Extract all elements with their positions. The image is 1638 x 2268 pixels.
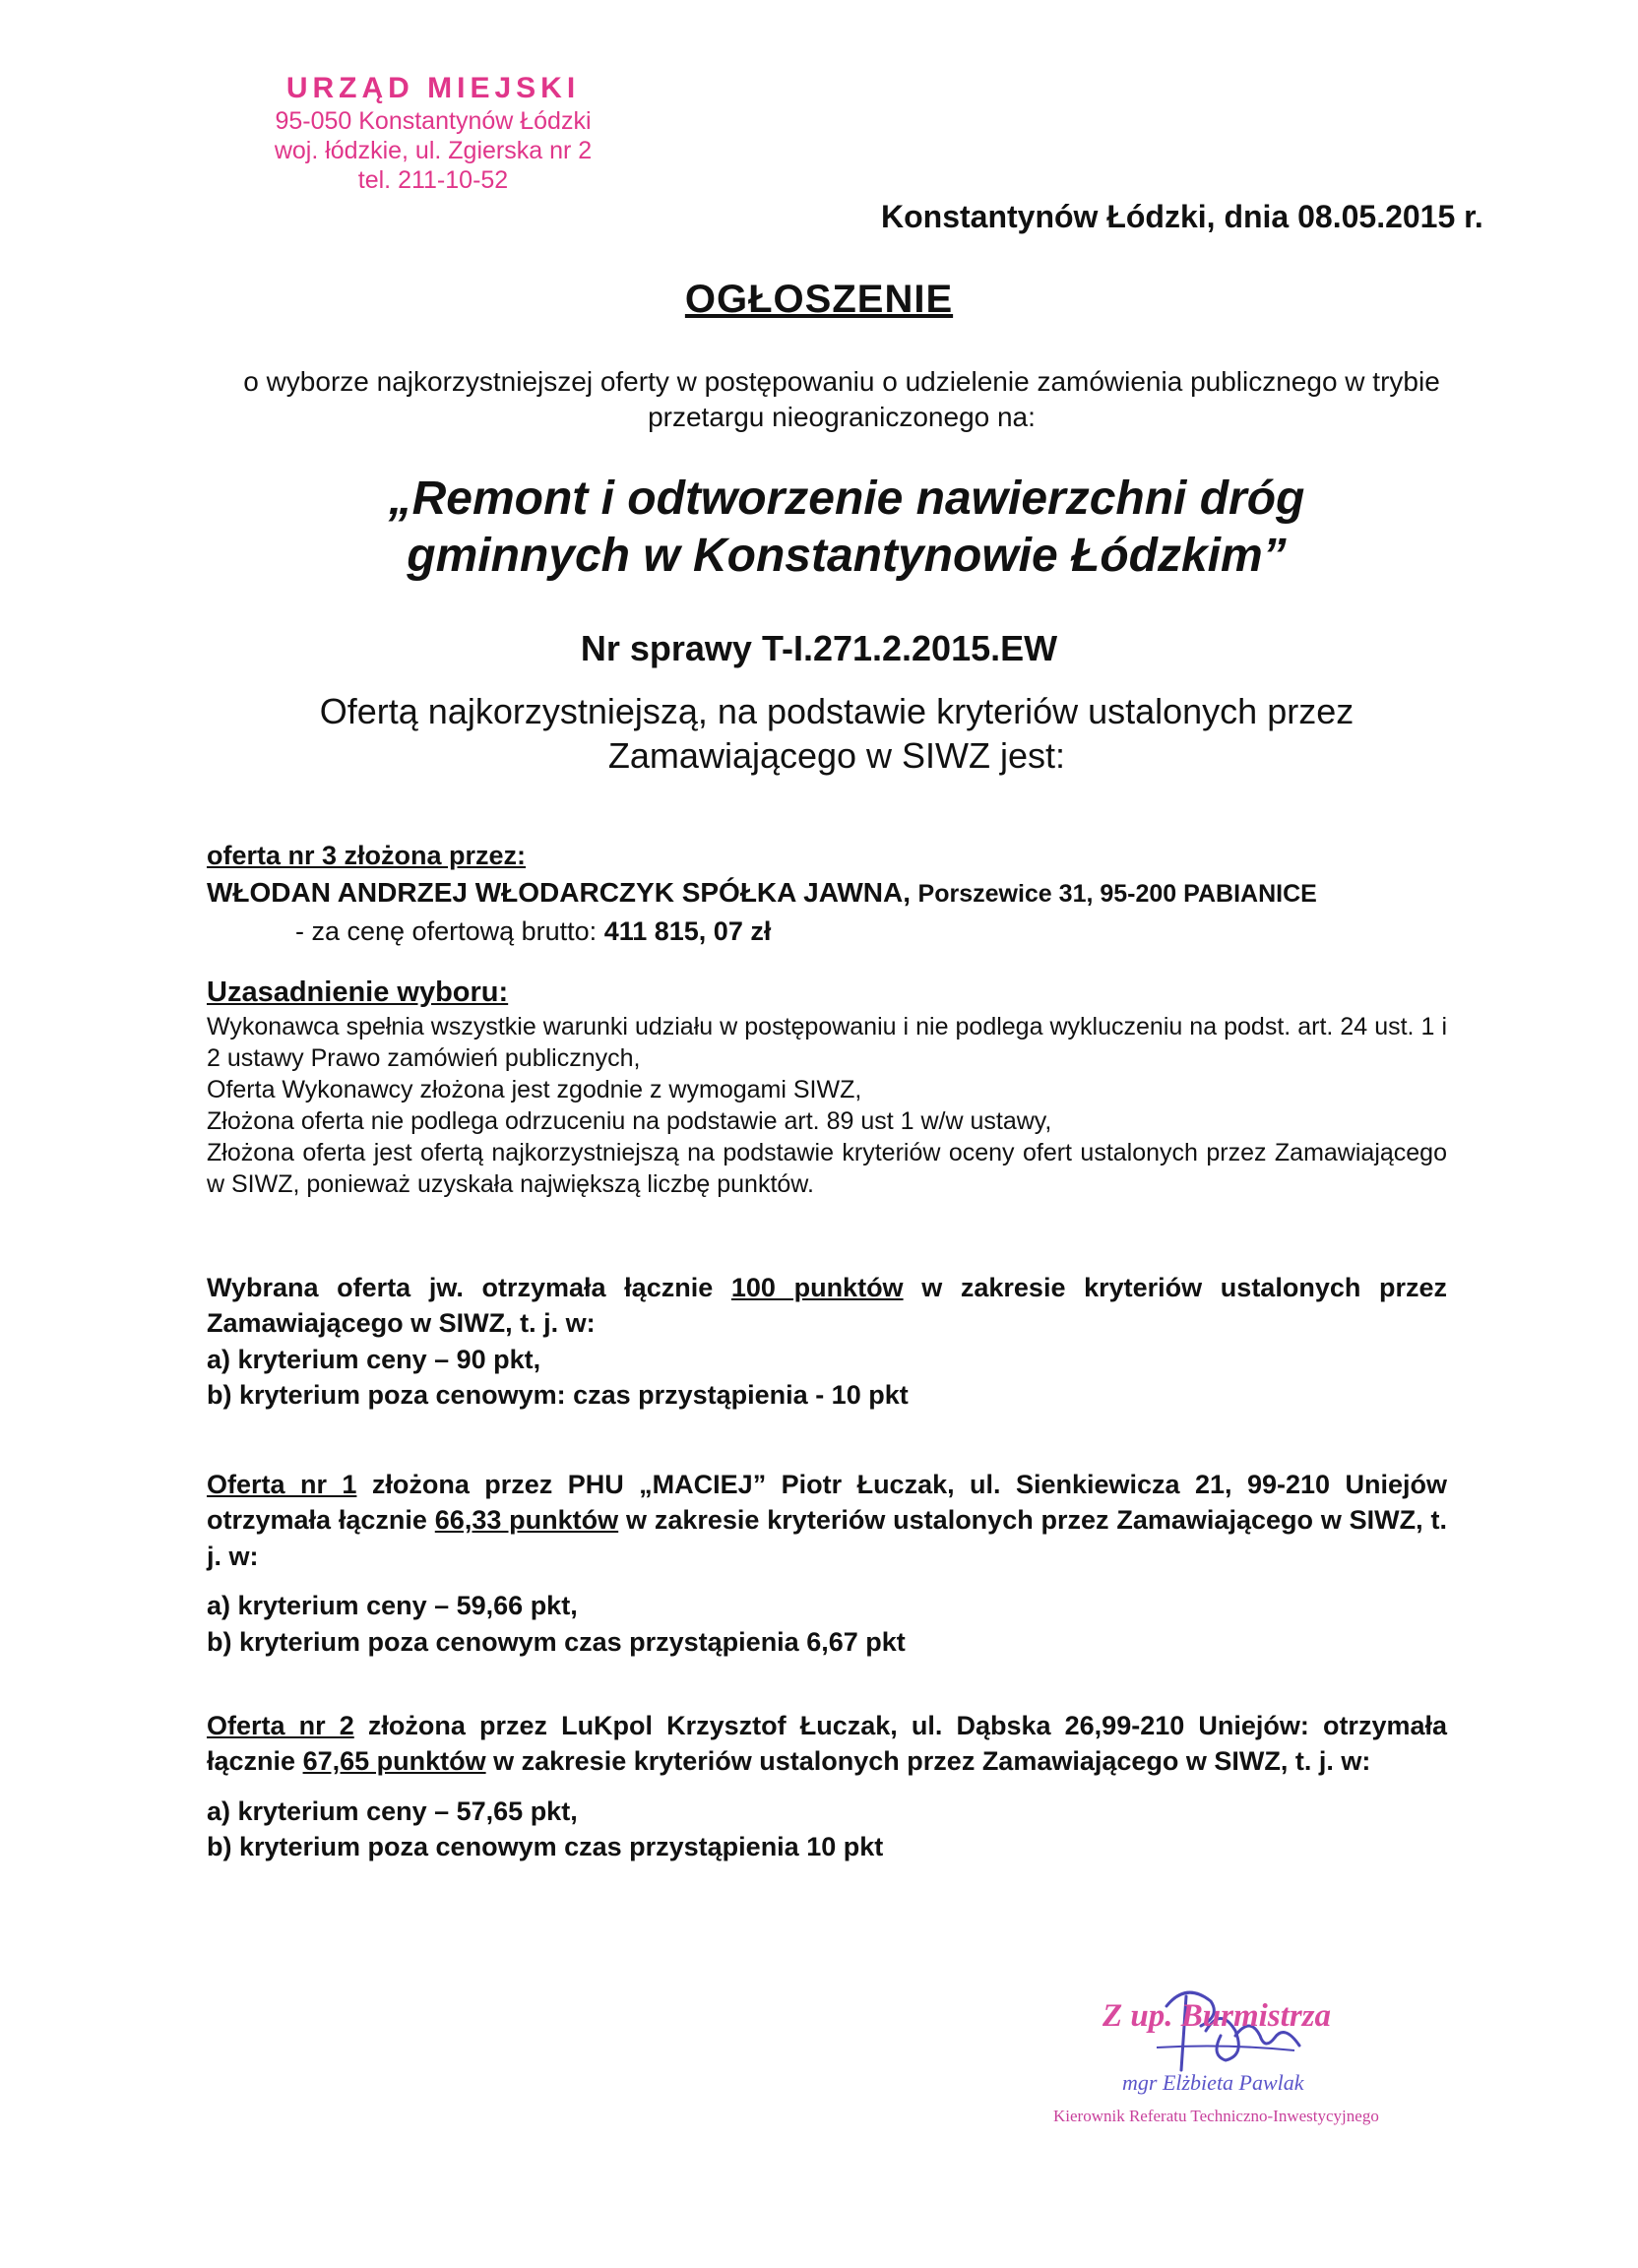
- justification-line-2: Oferta Wykonawcy złożona jest zgodnie z wymogami SIWZ,: [207, 1076, 862, 1104]
- offer-1-points: 66,33 punktów: [434, 1505, 619, 1536]
- justification-line-3: Złożona oferta nie podlega odrzuceniu na podstawie art. 89 ust 1 w/w ustawy,: [207, 1107, 1052, 1136]
- selected-offer-company-line: [207, 875, 1447, 911]
- chosen-offer-scores: [207, 1270, 1447, 1414]
- selected-offer-company: WŁODAN ANDRZEJ WŁODARCZYK SPÓŁKA JAWNA,: [207, 877, 912, 909]
- price-value: 411 815, 07 zł: [603, 916, 772, 947]
- justification: [207, 975, 1447, 1200]
- offer-1-scores: [207, 1467, 1447, 1660]
- stamp-address-line-1: 95-050 Konstantynów Łódzki: [275, 107, 592, 135]
- offer-1-criterion-b: b) kryterium poza cenowym czas przystąpienia 6,67 pkt: [207, 1626, 906, 1657]
- stamp-address-line-2: woj. łódzkie, ul. Zgierska nr 2: [274, 137, 593, 164]
- chosen-offer-summary: [207, 1270, 1447, 1342]
- selected-offer: [207, 839, 1447, 950]
- result-intro: Ofertą najkorzystniejszą, na podstawie kryteriów ustalonych przez Zamawiającego w SIWZ jest:: [319, 691, 1354, 776]
- offer-2-ref: Oferta nr 2: [207, 1711, 354, 1740]
- selected-offer-price-line: [207, 914, 1447, 949]
- office-stamp: [251, 71, 615, 195]
- offer-1-summary: [207, 1467, 1447, 1574]
- page-title: OGŁOSZENIE: [684, 278, 954, 321]
- justification-line-4: Złożona oferta jest ofertą najkorzystniejszą na podstawie kryteriów oceny ofert ustalonych przez Zamawiającego w SIWZ, ponieważ uzyskała największą liczbę punktów.: [207, 1139, 1447, 1199]
- offer-2-summary: [207, 1708, 1447, 1780]
- signature-name: mgr Elżbieta Pawlak: [1122, 2070, 1304, 2095]
- offer-1-ref: Oferta nr 1: [207, 1470, 357, 1499]
- chosen-criterion-b: b) kryterium poza cenowym: czas przystąpienia - 10 pkt: [207, 1380, 909, 1411]
- justification-line-1: Wykonawca spełnia wszystkie warunki udziału w postępowaniu i nie podlega wykluczeniu na podst. art. 24 ust. 1 i 2 ustawy Prawo zamówień publicznych,: [207, 1013, 1447, 1073]
- offer-2-criterion-b: b) kryterium poza cenowym czas przystąpienia 10 pkt: [207, 1832, 884, 1862]
- selected-offer-heading: oferta nr 3 złożona przez:: [207, 841, 527, 870]
- chosen-post: w zakresie kryteriów ustalonych przez Zamawiającego w SIWZ, t. j. w:: [207, 1273, 1447, 1339]
- offer-1-pre: złożona przez PHU „MACIEJ” Piotr Łuczak, ul. Sienkiewicza 21, 99-210 Uniejów otrzymała łącznie: [207, 1470, 1447, 1536]
- offer-2-criterion-a: a) kryterium ceny – 57,65 pkt,: [207, 1796, 578, 1826]
- offer-2-scores: [207, 1708, 1447, 1865]
- offer-2-post: w zakresie kryteriów ustalonych przez Zamawiającego w SIWZ, t. j. w:: [493, 1746, 1371, 1777]
- chosen-criterion-a: a) kryterium ceny – 90 pkt,: [207, 1344, 541, 1374]
- offer-2-points: 67,65 punktów: [302, 1746, 486, 1777]
- date-line: Konstantynów Łódzki, dnia 08.05.2015 r.: [881, 199, 1483, 234]
- signature-position: Kierownik Referatu Techniczno-Inwestycyjnego: [1053, 2107, 1379, 2125]
- offer-2-pre: złożona przez LuKpol Krzysztof Łuczak, ul. Dąbska 26,99-210 Uniejów: otrzymała łącznie: [207, 1711, 1447, 1777]
- subject-line-1: „Remont i odtworzenie nawierzchni dróg: [388, 472, 1305, 525]
- price-label: - za cenę ofertową brutto:: [295, 916, 598, 947]
- subject-line-2: gminnych w Konstantynowie Łódzkim”: [407, 529, 1287, 582]
- chosen-pre: Wybrana oferta jw. otrzymała łącznie: [207, 1273, 714, 1302]
- justification-heading: Uzasadnienie wyboru:: [207, 976, 509, 1008]
- tender-subject: [295, 471, 1398, 584]
- offer-1-post: w zakresie kryteriów ustalonych przez Zamawiającego w SIWZ, t. j. w:: [207, 1505, 1447, 1571]
- case-number: Nr sprawy T-I.271.2.2015.EW: [580, 628, 1058, 668]
- selected-offer-address: Porszewice 31, 95-200 PABIANICE: [917, 880, 1317, 909]
- chosen-points: 100 punktów: [730, 1273, 904, 1302]
- stamp-phone: tel. 211-10-52: [357, 166, 509, 194]
- offer-1-criterion-a: a) kryterium ceny – 59,66 pkt,: [207, 1591, 578, 1621]
- intro-text: o wyborze najkorzystniejszej oferty w postępowaniu o udzielenie zamówienia publicznego w trybie przetargu nieograniczonego na:: [243, 366, 1440, 433]
- stamp-office-name: URZĄD MIEJSKI: [285, 72, 581, 104]
- signature-role: Z up. Burmistrza: [1102, 1998, 1331, 2034]
